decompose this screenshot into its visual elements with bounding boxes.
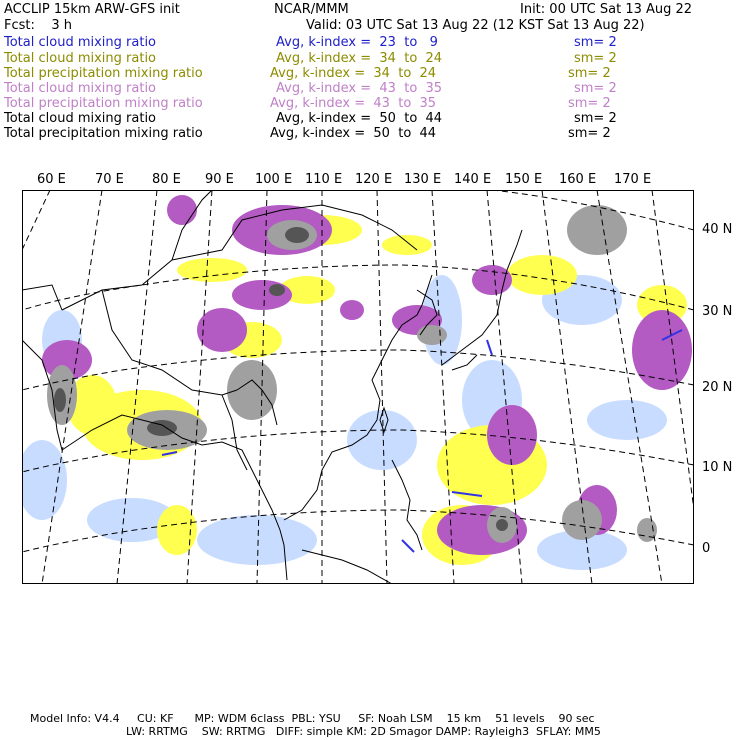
legend-field: Total cloud mixing ratio xyxy=(4,81,157,96)
cloud-patch xyxy=(417,325,447,345)
legend-avg: Avg, k-index = 43 to 35 xyxy=(276,81,443,96)
legend-sm: sm= 2 xyxy=(568,66,611,81)
cloud-patch xyxy=(269,284,285,296)
legend-avg: Avg, k-index = 34 to 24 xyxy=(276,51,443,66)
lat-label: 10 N xyxy=(702,460,733,475)
lon-label: 100 E xyxy=(255,172,293,187)
lon-label: 110 E xyxy=(305,172,343,187)
lat-label: 40 N xyxy=(702,222,733,237)
lon-label: 150 E xyxy=(505,172,543,187)
legend-field: Total precipitation mixing ratio xyxy=(4,126,203,141)
cloud-patch xyxy=(567,205,627,255)
cloud-patch xyxy=(197,515,317,565)
cloud-patch xyxy=(157,505,197,555)
legend-sm: sm= 2 xyxy=(574,111,617,126)
lon-label: 70 E xyxy=(95,172,124,187)
legend-field: Total cloud mixing ratio xyxy=(4,111,157,126)
lat-label: 0 xyxy=(702,541,711,556)
cloud-patch xyxy=(167,195,197,225)
lon-label: 140 E xyxy=(454,172,492,187)
legend-sm: sm= 2 xyxy=(574,51,617,66)
lon-label: 160 E xyxy=(559,172,597,187)
lon-label: 130 E xyxy=(404,172,442,187)
legend-sm: sm= 2 xyxy=(574,35,617,50)
lat-label: 20 N xyxy=(702,380,733,395)
init-time: Init: 00 UTC Sat 13 Aug 22 xyxy=(520,2,693,17)
cloud-patch xyxy=(340,300,364,320)
legend-sm: sm= 2 xyxy=(568,126,611,141)
legend-avg: Avg, k-index = 50 to 44 xyxy=(270,126,437,141)
model-physics: LW: RRTMG SW: RRTMG DIFF: simple KM: 2D Smagor DAMP: Rayleigh3 SFLAY: MM5 xyxy=(126,725,601,738)
cloud-patch xyxy=(496,519,508,531)
legend-sm: sm= 2 xyxy=(574,81,617,96)
legend-field: Total cloud mixing ratio xyxy=(4,51,157,66)
cloud-patch xyxy=(562,500,602,540)
legend-avg: Avg, k-index = 23 to 9 xyxy=(276,35,438,50)
forecast-hour: Fcst: 3 h xyxy=(4,18,73,33)
lon-label: 80 E xyxy=(152,172,181,187)
legend-avg: Avg, k-index = 34 to 24 xyxy=(270,66,437,81)
institution-label: NCAR/MMM xyxy=(274,2,349,17)
cloud-patch xyxy=(382,235,432,255)
cloud-patch xyxy=(285,227,309,243)
legend-field: Total precipitation mixing ratio xyxy=(4,96,203,111)
model-info: Model Info: V4.4 CU: KF MP: WDM 6class PBL: YSU SF: Noah LSM 15 km 51 levels 90 sec xyxy=(30,712,595,725)
legend-field: Total precipitation mixing ratio xyxy=(4,66,203,81)
cloud-patch xyxy=(227,360,277,420)
cloud-patch xyxy=(587,400,667,440)
model-title: ACCLIP 15km ARW-GFS init xyxy=(4,2,180,17)
lon-label: 120 E xyxy=(355,172,393,187)
legend-avg: Avg, k-index = 50 to 44 xyxy=(276,111,443,126)
cloud-patch xyxy=(232,280,292,310)
legend-avg: Avg, k-index = 43 to 35 xyxy=(270,96,437,111)
cloud-patch xyxy=(632,310,692,390)
cloud-patch xyxy=(472,265,512,295)
lat-label: 30 N xyxy=(702,304,733,319)
legend-field: Total cloud mixing ratio xyxy=(4,35,157,50)
forecast-map xyxy=(22,190,694,584)
lon-label: 60 E xyxy=(37,172,66,187)
lon-label: 170 E xyxy=(614,172,652,187)
cloud-patch xyxy=(487,405,537,465)
lon-label: 90 E xyxy=(205,172,234,187)
legend-sm: sm= 2 xyxy=(568,96,611,111)
valid-time: Valid: 03 UTC Sat 13 Aug 22 (12 KST Sat 13 Aug 22) xyxy=(306,18,645,33)
cloud-patch xyxy=(54,388,66,412)
cloud-patch xyxy=(347,410,417,470)
